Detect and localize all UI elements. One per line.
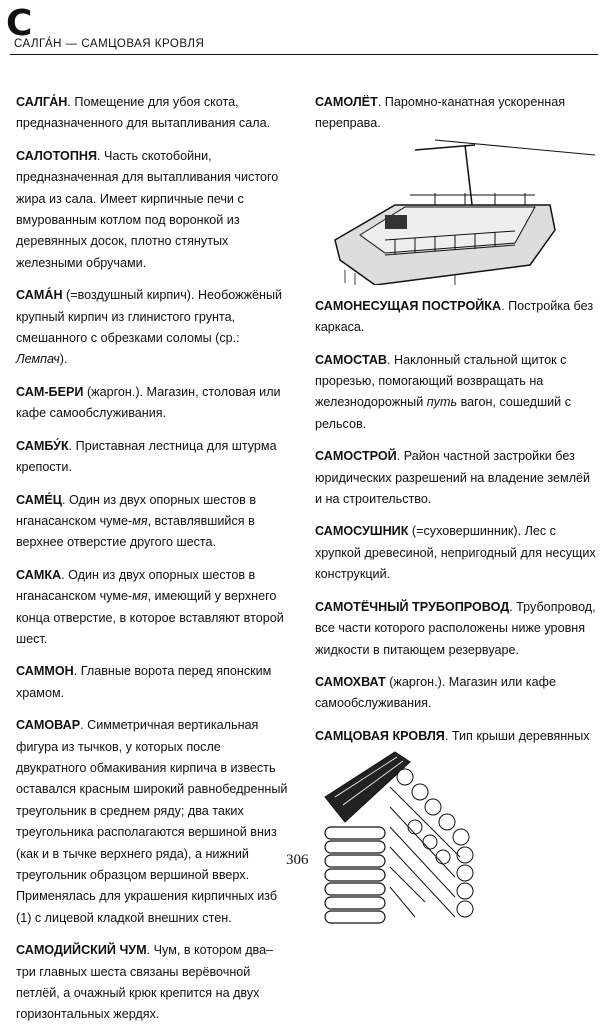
ferry-illustration (315, 135, 595, 285)
page-letter: С (6, 3, 32, 44)
entry-samtsovaya-krovlya: САМЦОВАЯ КРОВЛЯ. Тип крыши деревянных (315, 728, 590, 743)
entry-samovar: САМОВАР. Симметричная вертикальная фигура из тычков, у которых после двукратного обмакивания кирпича в известь оставался красным широкий равнобедренный треугольник в среднем ряду; два таких треугольника располагаются вершиной вниз (как и в тычке верхнего ряда), а нижний треугольник образцом вершиной вверх. Применялась для украшения кирпичных изб (1) с лицевой кладкой внешних стен. (16, 718, 288, 925)
log-roof-illustration (315, 747, 485, 927)
entry-samokhvat: САМОХВАТ (жаргон.). Магазин или кафе самообслуживания. (315, 674, 556, 711)
entry-samostav: САМОСТАВ. Наклонный стальной щиток с прорезью, помогающий возвращать на железнодорожный путь вагон, сошедший с рельсов. (315, 352, 571, 431)
entry-salotopnya: САЛОТОПНЯ. Часть скотобойни, предназначенная для вытапливания чистого жира из сала. Имеет кирпичные печи с вмурованным котлом под воронкой из деревянных досок, плотно стянутых железными обручами. (16, 148, 279, 270)
header-rule (10, 54, 598, 55)
entry-samets: САМЕ́Ц. Один из двух опорных шестов в нганасанском чуме-мя, вставлявшийся в верхнее отверстие другого шеста. (16, 492, 257, 550)
entry-samodiyskiy-chum: САМОДИЙСКИЙ ЧУМ. Чум, в котором два–три главных шеста связаны верёвочной петлёй, а очажный крюк крепится на двух горизонтальных жердях. (16, 943, 274, 1022)
running-head: САЛГА́Н — САМЦОВАЯ КРОВЛЯ (14, 38, 205, 50)
entry-samolet: САМОЛЁТ. Паромно-канатная ускоренная переправа. (315, 95, 566, 131)
right-column (315, 92, 597, 927)
entry-sambuk: САМБУ́К. Приставная лестница для штурма крепости. (16, 438, 277, 475)
entry-samka: САМКА. Один из двух опорных шестов в нганасанском чуме-мя, имеющий у верхнего конца отверстие, в которое вставляют второй шест. (16, 567, 284, 646)
page-number: 306 (286, 852, 309, 868)
entry-samosushnik: САМОСУШНИК (=суховершинник). Лес с хрупкой древесиной, непригодный для несущих конструкций. (315, 524, 596, 582)
entry-samotechnyy: САМОТЁЧНЫЙ ТРУБОПРОВОД. Трубопровод, все части которого расположены ниже уровня жидкости в питающем резервуаре. (315, 599, 596, 657)
entry-sam-beri: САМ-БЕРИ (жаргон.). Магазин, столовая или кафе самообслуживания. (16, 384, 281, 421)
left-column (16, 92, 288, 1026)
entry-salgan: САЛГА́Н. Помещение для убоя скота, предназначенного для вытапливания сала. (16, 95, 271, 131)
entry-sammon: САММОН. Главные ворота перед японским храмом. (16, 664, 272, 700)
entry-saman: САМА́Н (=воздушный кирпич). Необожжёный крупный кирпич из глинистого грунта, смешанного с обрезками соломы (ср.: Лемпач). (16, 288, 283, 367)
entry-samostroy: САМОСТРОЙ. Район частной застройки без юридических разрешений на владение землёй и на строительство. (315, 449, 591, 507)
entry-samonesushchaya: САМОНЕСУЩАЯ ПОСТРОЙКА. Постройка без каркаса. (315, 298, 594, 335)
